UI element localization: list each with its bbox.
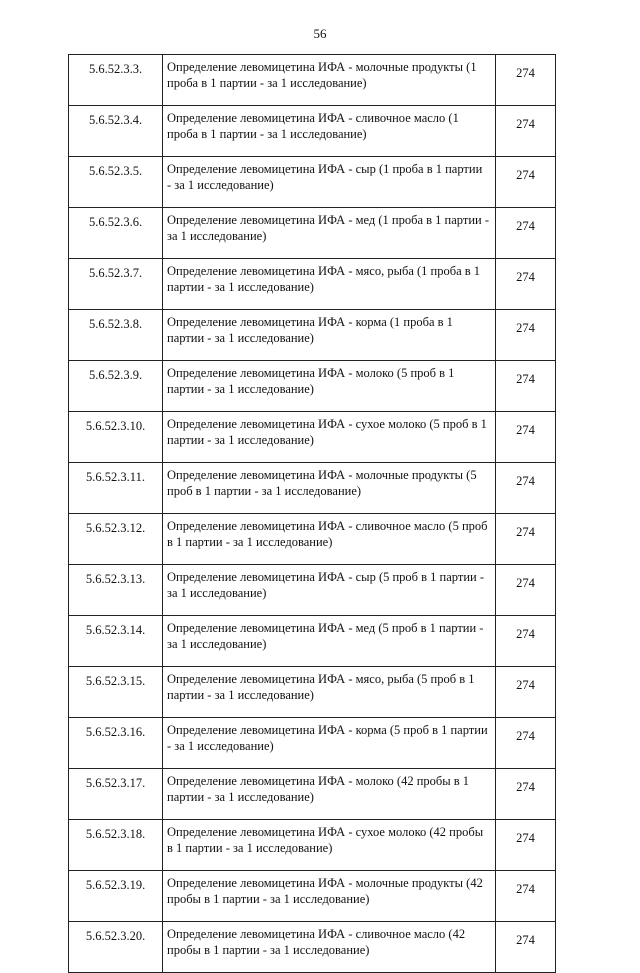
table-row: [69, 769, 556, 820]
table-row: [69, 514, 556, 565]
table-row: [69, 820, 556, 871]
page-number: 56: [313, 26, 327, 41]
service-price-cell: 274: [496, 769, 556, 820]
service-name-cell: Определение левомицетина ИФА - молочные продукты (1 проба в 1 партии - за 1 исследование): [163, 55, 496, 106]
service-code-cell: 5.6.52.3.15.: [69, 667, 163, 718]
table-body: [69, 55, 556, 973]
service-price-cell: 274: [496, 565, 556, 616]
price-table: [68, 54, 556, 973]
service-name-cell: Определение левомицетина ИФА - сухое молоко (42 пробы в 1 партии - за 1 исследование): [163, 820, 496, 871]
service-code-cell: 5.6.52.3.14.: [69, 616, 163, 667]
service-name-cell: Определение левомицетина ИФА - молочные продукты (5 проб в 1 партии - за 1 исследование): [163, 463, 496, 514]
table-row: [69, 565, 556, 616]
service-price-cell: 274: [496, 616, 556, 667]
service-price-cell: 274: [496, 208, 556, 259]
service-name-cell: Определение левомицетина ИФА - сливочное масло (42 пробы в 1 партии - за 1 исследование): [163, 922, 496, 973]
service-name-cell: Определение левомицетина ИФА - мед (1 проба в 1 партии - за 1 исследование): [163, 208, 496, 259]
table-row: [69, 208, 556, 259]
service-name-cell: Определение левомицетина ИФА - корма (1 проба в 1 партии - за 1 исследование): [163, 310, 496, 361]
service-code-cell: 5.6.52.3.4.: [69, 106, 163, 157]
table-row: [69, 361, 556, 412]
table-row: [69, 157, 556, 208]
table-row: [69, 106, 556, 157]
service-name-cell: Определение левомицетина ИФА - молоко (42 пробы в 1 партии - за 1 исследование): [163, 769, 496, 820]
service-price-cell: 274: [496, 259, 556, 310]
service-price-cell: 274: [496, 412, 556, 463]
service-code-cell: 5.6.52.3.6.: [69, 208, 163, 259]
service-code-cell: 5.6.52.3.18.: [69, 820, 163, 871]
table-row: [69, 259, 556, 310]
service-name-cell: Определение левомицетина ИФА - сливочное масло (1 проба в 1 партии - за 1 исследование): [163, 106, 496, 157]
table-row: [69, 667, 556, 718]
service-price-cell: 274: [496, 106, 556, 157]
service-name-cell: Определение левомицетина ИФА - мед (5 проб в 1 партии - за 1 исследование): [163, 616, 496, 667]
service-price-cell: 274: [496, 922, 556, 973]
table-row: [69, 922, 556, 973]
service-name-cell: Определение левомицетина ИФА - молоко (5 проб в 1 партии - за 1 исследование): [163, 361, 496, 412]
service-code-cell: 5.6.52.3.13.: [69, 565, 163, 616]
service-code-cell: 5.6.52.3.16.: [69, 718, 163, 769]
service-code-cell: 5.6.52.3.12.: [69, 514, 163, 565]
table-row: [69, 871, 556, 922]
service-price-cell: 274: [496, 820, 556, 871]
service-code-cell: 5.6.52.3.17.: [69, 769, 163, 820]
service-price-cell: 274: [496, 718, 556, 769]
service-price-cell: 274: [496, 514, 556, 565]
service-price-cell: 274: [496, 463, 556, 514]
table-row: [69, 412, 556, 463]
service-name-cell: Определение левомицетина ИФА - мясо, рыба (5 проб в 1 партии - за 1 исследование): [163, 667, 496, 718]
service-code-cell: 5.6.52.3.8.: [69, 310, 163, 361]
table-row: [69, 463, 556, 514]
service-price-cell: 274: [496, 667, 556, 718]
service-code-cell: 5.6.52.3.3.: [69, 55, 163, 106]
service-name-cell: Определение левомицетина ИФА - корма (5 проб в 1 партии - за 1 исследование): [163, 718, 496, 769]
service-price-cell: 274: [496, 157, 556, 208]
service-name-cell: Определение левомицетина ИФА - сухое молоко (5 проб в 1 партии - за 1 исследование): [163, 412, 496, 463]
service-name-cell: Определение левомицетина ИФА - мясо, рыба (1 проба в 1 партии - за 1 исследование): [163, 259, 496, 310]
service-code-cell: 5.6.52.3.11.: [69, 463, 163, 514]
service-name-cell: Определение левомицетина ИФА - молочные продукты (42 пробы в 1 партии - за 1 исследование): [163, 871, 496, 922]
service-name-cell: Определение левомицетина ИФА - сыр (5 проб в 1 партии - за 1 исследование): [163, 565, 496, 616]
service-code-cell: 5.6.52.3.5.: [69, 157, 163, 208]
table-row: [69, 718, 556, 769]
service-price-cell: 274: [496, 361, 556, 412]
table-row: [69, 616, 556, 667]
service-name-cell: Определение левомицетина ИФА - сыр (1 проба в 1 партии - за 1 исследование): [163, 157, 496, 208]
service-price-cell: 274: [496, 55, 556, 106]
service-name-cell: Определение левомицетина ИФА - сливочное масло (5 проб в 1 партии - за 1 исследование): [163, 514, 496, 565]
table-row: [69, 310, 556, 361]
service-code-cell: 5.6.52.3.9.: [69, 361, 163, 412]
service-code-cell: 5.6.52.3.10.: [69, 412, 163, 463]
service-code-cell: 5.6.52.3.19.: [69, 871, 163, 922]
service-price-cell: 274: [496, 310, 556, 361]
table-row: [69, 55, 556, 106]
service-code-cell: 5.6.52.3.20.: [69, 922, 163, 973]
service-code-cell: 5.6.52.3.7.: [69, 259, 163, 310]
service-price-cell: 274: [496, 871, 556, 922]
